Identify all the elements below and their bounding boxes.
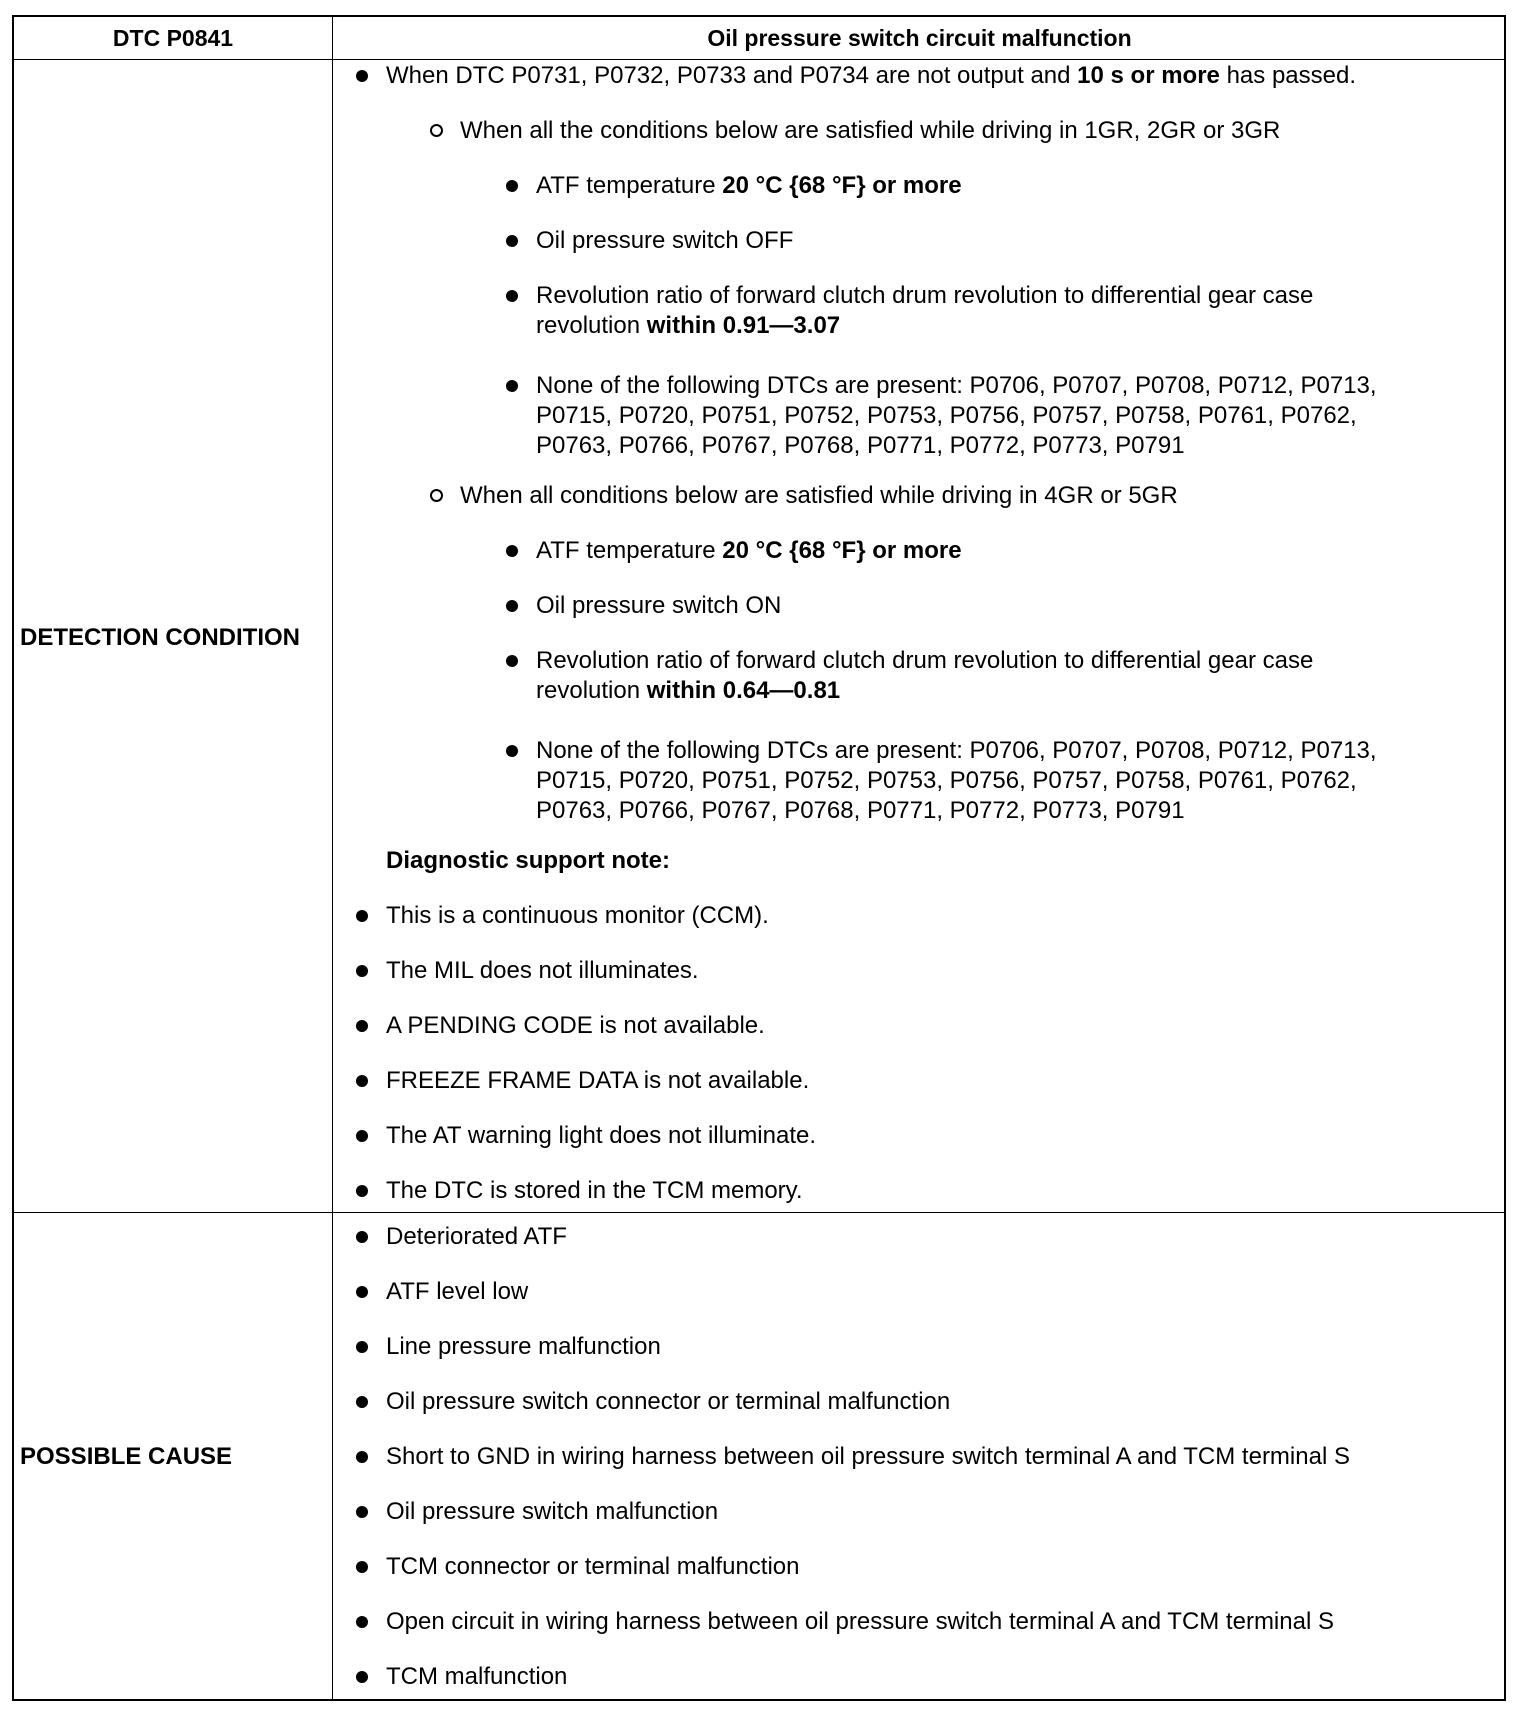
bullet-icon: [356, 1130, 368, 1142]
cause-item: [386, 1662, 567, 1692]
case1-switch: [536, 226, 793, 256]
row-divider: [14, 1212, 1504, 1213]
header-divider: [14, 59, 1504, 60]
case2-temp-text: ATF temperature: [536, 537, 723, 564]
cause-item: [386, 1387, 950, 1417]
case2-ratio-line2: [536, 676, 1313, 706]
case1-switch-text: Oil pressure switch OFF: [536, 227, 794, 254]
dtc-title-header: Oil pressure switch circuit malfunction: [707, 25, 1132, 51]
note-item: [386, 956, 699, 986]
case1-dtc-line3: P0763, P0766, P0767, P0768, P0771, P0772, P0773, P0791: [536, 432, 1185, 459]
case2-temp-value: 20 °C {68 °F} or more: [722, 537, 962, 564]
case2-dtc-line2: P0715, P0720, P0751, P0752, P0753, P0756, P0757, P0758, P0761, P0762,: [536, 767, 1357, 794]
diagnostic-note-title: Diagnostic support note:: [386, 847, 670, 874]
cause-item: [386, 1607, 1334, 1637]
bullet-icon: [356, 1185, 368, 1197]
case2-dtc-list: [536, 736, 1377, 826]
cause-text: Oil pressure switch malfunction: [386, 1498, 719, 1525]
circle-bullet-icon: [430, 489, 443, 502]
bullet-icon: [356, 1506, 368, 1518]
circle-bullet-icon: [430, 124, 443, 137]
bullet-icon: [356, 965, 368, 977]
bullet-icon: [506, 545, 518, 557]
note-text: The MIL does not illuminates.: [386, 957, 699, 984]
case2-title: [460, 481, 1178, 511]
main-condition-suffix: has passed.: [1219, 62, 1356, 89]
case1-ratio-line2: [536, 311, 1313, 341]
bullet-icon: [506, 655, 518, 667]
detection-main-condition: [386, 61, 1356, 91]
possible-cause-label: POSSIBLE CAUSE: [20, 1443, 233, 1470]
cause-item: [386, 1222, 567, 1252]
bullet-icon: [506, 180, 518, 192]
bullet-icon: [356, 1341, 368, 1353]
case1-ratio: [536, 281, 1313, 341]
case1-dtc-line2: P0715, P0720, P0751, P0752, P0753, P0756, P0757, P0758, P0761, P0762,: [536, 402, 1357, 429]
cause-text: Short to GND in wiring harness between oil pressure switch terminal A and TCM terminal S: [386, 1443, 1350, 1470]
case2-ratio: [536, 646, 1313, 706]
column-divider: [332, 17, 333, 1699]
bullet-icon: [356, 1451, 368, 1463]
cause-item: [386, 1552, 799, 1582]
bullet-icon: [356, 910, 368, 922]
bullet-icon: [356, 1396, 368, 1408]
bullet-icon: [356, 1286, 368, 1298]
note-text: The DTC is stored in the TCM memory.: [386, 1177, 803, 1204]
bullet-icon: [506, 380, 518, 392]
cause-text: Open circuit in wiring harness between oil pressure switch terminal A and TCM terminal S: [386, 1608, 1334, 1635]
note-item: [386, 1011, 765, 1041]
note-text: The AT warning light does not illuminate.: [386, 1122, 817, 1149]
note-item: [386, 901, 769, 931]
bullet-icon: [356, 1671, 368, 1683]
note-item: [386, 1066, 809, 1096]
bullet-icon: [356, 1561, 368, 1573]
bullet-icon: [506, 600, 518, 612]
cause-text: Line pressure malfunction: [386, 1333, 661, 1360]
bullet-icon: [356, 1020, 368, 1032]
case1-title: [460, 116, 1280, 146]
note-text: FREEZE FRAME DATA is not available.: [386, 1067, 810, 1094]
case2-title-text: When all conditions below are satisfied while driving in 4GR or 5GR: [460, 482, 1178, 509]
case1-dtc-line1: None of the following DTCs are present: P0706, P0707, P0708, P0712, P0713,: [536, 372, 1377, 399]
case1-temp-text: ATF temperature: [536, 172, 723, 199]
bullet-icon: [356, 1616, 368, 1628]
main-condition-duration: 10 s or more: [1077, 62, 1220, 89]
case2-switch: [536, 591, 781, 621]
cause-text: Oil pressure switch connector or terminal malfunction: [386, 1388, 951, 1415]
note-item: [386, 1121, 816, 1151]
detection-condition-label: DETECTION CONDITION: [20, 624, 300, 651]
case1-ratio-line1: Revolution ratio of forward clutch drum revolution to differential gear case: [536, 282, 1314, 309]
case2-dtc-line3: P0763, P0766, P0767, P0768, P0771, P0772, P0773, P0791: [536, 797, 1185, 824]
case2-switch-text: Oil pressure switch ON: [536, 592, 782, 619]
case2-ratio-prefix: revolution: [536, 677, 647, 704]
bullet-icon: [356, 1075, 368, 1087]
case2-temperature: [536, 536, 962, 566]
bullet-icon: [506, 235, 518, 247]
case2-ratio-line1: Revolution ratio of forward clutch drum revolution to differential gear case: [536, 647, 1314, 674]
case1-temp-value: 20 °C {68 °F} or more: [722, 172, 962, 199]
cause-item: [386, 1277, 528, 1307]
cause-text: TCM malfunction: [386, 1663, 568, 1690]
case1-title-text: When all the conditions below are satisfied while driving in 1GR, 2GR or 3GR: [460, 117, 1281, 144]
cause-text: Deteriorated ATF: [386, 1223, 567, 1250]
case1-temperature: [536, 171, 962, 201]
bullet-icon: [356, 1231, 368, 1243]
bullet-icon: [506, 290, 518, 302]
bullet-icon: [506, 745, 518, 757]
note-item: [386, 1176, 803, 1206]
cause-text: ATF level low: [386, 1278, 529, 1305]
bullet-icon: [356, 70, 368, 82]
case2-ratio-value: within 0.64—0.81: [646, 677, 841, 704]
dtc-code-header: DTC P0841: [112, 25, 234, 51]
cause-item: [386, 1497, 718, 1527]
cause-item: [386, 1442, 1350, 1472]
note-text: A PENDING CODE is not available.: [386, 1012, 765, 1039]
cause-text: TCM connector or terminal malfunction: [386, 1553, 800, 1580]
cause-item: [386, 1332, 661, 1362]
case2-dtc-line1: None of the following DTCs are present: P0706, P0707, P0708, P0712, P0713,: [536, 737, 1377, 764]
note-text: This is a continuous monitor (CCM).: [386, 902, 769, 929]
case1-ratio-prefix: revolution: [536, 312, 647, 339]
case1-ratio-value: within 0.91—3.07: [646, 312, 841, 339]
main-condition-text: When DTC P0731, P0732, P0733 and P0734 are not output and: [386, 62, 1078, 89]
case1-dtc-list: [536, 371, 1377, 461]
